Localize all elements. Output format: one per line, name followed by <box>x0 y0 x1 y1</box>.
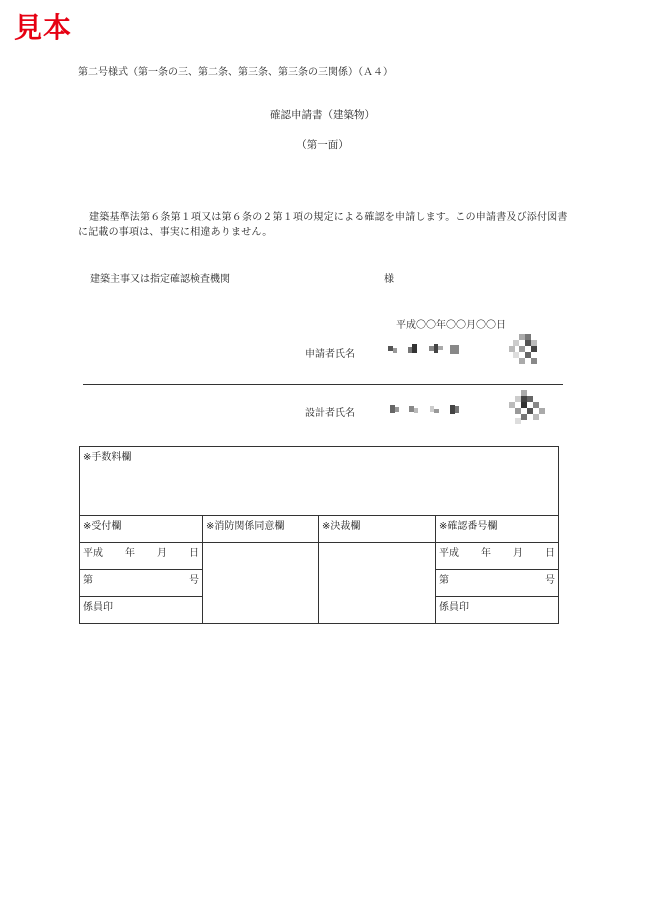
fire-consent-header: ※消防関係同意欄 <box>203 516 319 543</box>
redacted-applicant-seal <box>509 334 544 366</box>
confirm-number-suffix: 号 <box>545 575 556 586</box>
application-date: 平成〇〇年〇〇月〇〇日 <box>396 320 506 331</box>
receipt-year-unit: 年 <box>125 548 135 559</box>
confirm-month-unit: 月 <box>513 548 523 559</box>
confirm-number-cell <box>436 570 559 597</box>
fee-cell <box>80 447 559 516</box>
decision-cell <box>319 543 436 624</box>
confirm-year-unit: 年 <box>481 548 491 559</box>
section-divider <box>83 384 563 385</box>
receipt-number-suffix: 号 <box>189 575 199 586</box>
redacted-applicant-name <box>388 344 463 356</box>
receipt-day-unit: 日 <box>189 548 199 559</box>
receipt-staff-seal-cell <box>80 597 203 624</box>
redacted-designer-seal <box>509 390 545 424</box>
fire-consent-cell <box>203 543 319 624</box>
addressee-label: 建築主事又は指定確認検査機関 <box>90 274 230 285</box>
confirm-day-unit: 日 <box>545 548 555 559</box>
confirm-staff-seal-label: 係員印 <box>439 602 469 613</box>
declaration-text: 建築基準法第６条第１項又は第６条の２第１項の規定による確認を申請します。この申請書及び添付図書に記載の事項は、事実に相違ありません。 <box>78 212 568 238</box>
honorific: 様 <box>384 274 394 285</box>
document-subtitle: （第一面） <box>296 139 349 151</box>
confirm-number-prefix: 第 <box>439 575 449 586</box>
receipt-number-prefix: 第 <box>83 575 93 586</box>
receipt-month-unit: 月 <box>157 548 167 559</box>
form-code: 第二号様式（第一条の三、第二条、第三条、第三条の三関係）（Ａ４） <box>78 67 393 78</box>
fee-label: ※手数料欄 <box>83 452 132 463</box>
decision-header: ※決裁欄 <box>319 516 436 543</box>
receipt-number-cell <box>80 570 203 597</box>
confirm-staff-seal-cell <box>436 597 559 624</box>
designer-name-label: 設計者氏名 <box>305 408 355 419</box>
redacted-designer-name <box>388 404 463 416</box>
applicant-name-label: 申請者氏名 <box>305 349 355 360</box>
confirm-number-header: ※確認番号欄 <box>436 516 559 543</box>
confirm-era: 平成 <box>439 548 459 559</box>
sample-watermark: 見本 <box>14 11 73 44</box>
receipt-date-cell <box>80 543 203 570</box>
receipt-header: ※受付欄 <box>80 516 203 543</box>
confirm-date-cell <box>436 543 559 570</box>
receipt-staff-seal-label: 係員印 <box>83 602 113 613</box>
office-use-table <box>79 446 559 624</box>
receipt-era: 平成 <box>83 548 103 559</box>
document-title: 確認申請書（建築物） <box>270 109 375 121</box>
